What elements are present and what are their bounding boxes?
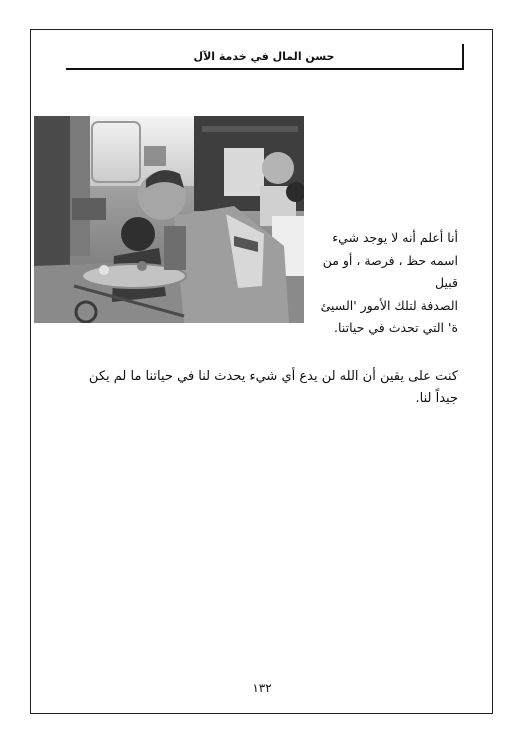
running-header (66, 44, 464, 70)
paragraph-1-line: الصدفة لتلك الأمور 'السيئ (320, 297, 458, 313)
paragraph-2-line: جيداً لنا. (415, 391, 458, 406)
header-title: حسن المال في خدمة الآل (193, 50, 335, 63)
paragraph-1-line: قبيل (435, 275, 458, 290)
paragraph-1 (308, 227, 458, 340)
paragraph-1-line: اسمه حظ ، فرصة ، أو من (322, 252, 458, 268)
paragraph-2-line: كنت على يقين أن الله لن يدع أي شيء يحدث لنا في حياتنا ما لم يكن (88, 369, 458, 384)
page-number: ١٣٢ (252, 681, 272, 695)
paragraph-1-line: أنا أعلم أنه لا يوجد شيء (332, 230, 458, 245)
paragraph-1-line: ة' التي تحدث في حياتنا. (334, 320, 458, 335)
photo (34, 116, 304, 323)
paragraph-2 (80, 366, 458, 410)
photo-illustration (34, 116, 304, 323)
